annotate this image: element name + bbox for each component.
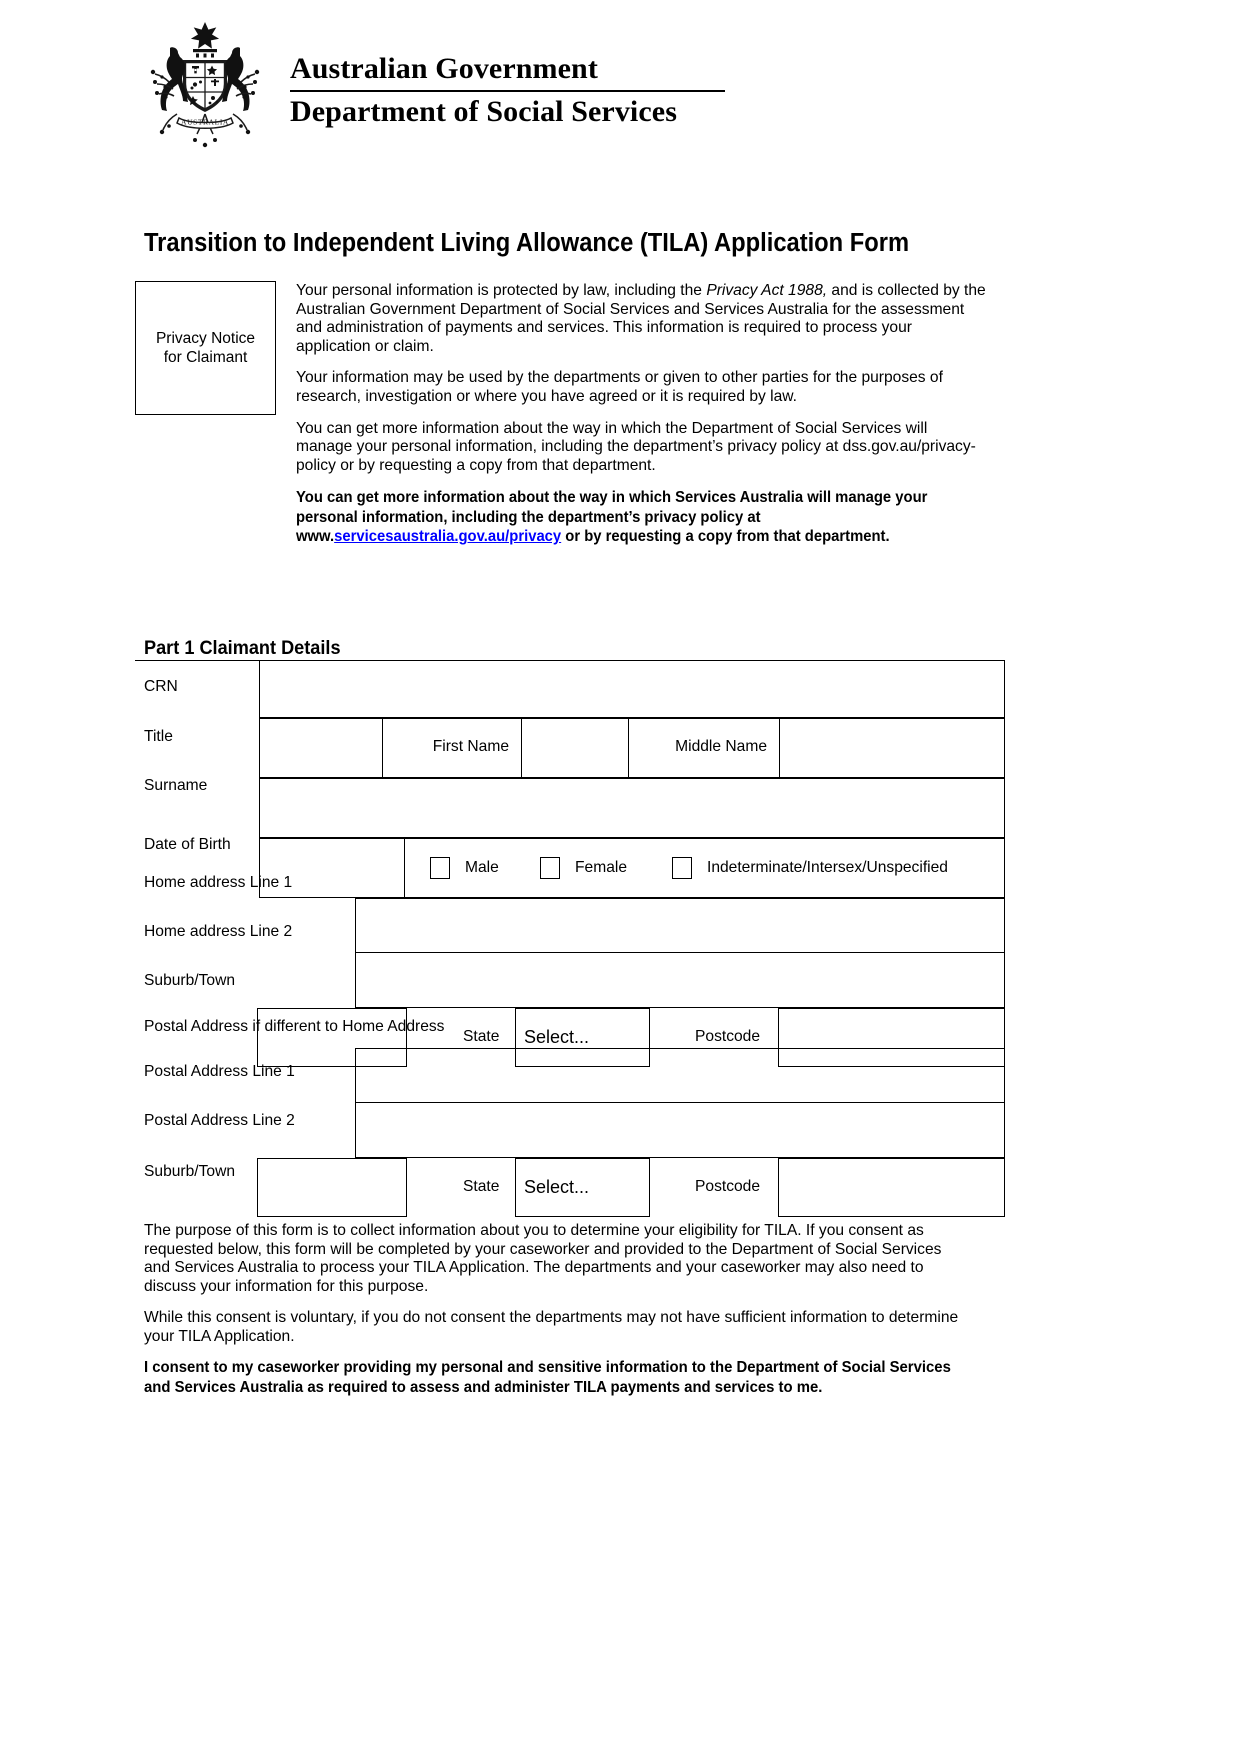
part-1-heading: Part 1 Claimant Details xyxy=(144,637,341,659)
label-title: Title xyxy=(144,728,173,745)
checkbox-female[interactable] xyxy=(540,857,560,879)
input-surname[interactable] xyxy=(259,778,1005,838)
page-title: Transition to Independent Living Allowance (TILA) Application Form xyxy=(144,229,910,257)
label-postcode-home: Postcode xyxy=(695,1028,761,1045)
claimant-details-form xyxy=(135,660,1005,1200)
privacy-p4-part-a: You can get more information about the way in which Services Australia will manage your personal information, including the department’s privacy policy at www. xyxy=(296,489,928,546)
input-postal-address-line-2[interactable] xyxy=(355,1103,1005,1158)
gender-options-group xyxy=(404,838,1005,898)
label-first-name: First Name xyxy=(432,738,509,755)
privacy-paragraph-4 xyxy=(296,488,984,546)
australian-government-text: Australian Government xyxy=(290,52,598,85)
input-postcode-postal[interactable] xyxy=(778,1158,1005,1217)
label-postcode-postal: Postcode xyxy=(695,1178,761,1195)
label-male: Male xyxy=(465,859,499,876)
checkbox-male[interactable] xyxy=(430,857,450,879)
privacy-act-citation: Privacy Act 1988, xyxy=(706,282,828,299)
label-postal-address-line-1: Postal Address Line 1 xyxy=(144,1063,295,1080)
privacy-p1-part-a: Your personal information is protected by law, including the xyxy=(296,282,707,299)
government-wordmark xyxy=(290,52,725,129)
label-surname: Surname xyxy=(144,777,208,794)
input-middle-name[interactable] xyxy=(779,718,1005,778)
commonwealth-coat-of-arms-icon xyxy=(135,14,275,154)
select-state-postal-value: Select... xyxy=(524,1177,590,1197)
label-home-address-line-2: Home address Line 2 xyxy=(144,923,293,940)
privacy-paragraph-3: You can get more information about the way in which the Department of Social Services will manage your personal information, including the department’s privacy policy at dss.gov.au/privacy-policy or by requesting a copy from that department. xyxy=(296,419,976,474)
label-cell-middle-name xyxy=(628,718,780,778)
input-first-name[interactable] xyxy=(521,718,629,778)
checkbox-indeterminate-intersex-unspecified[interactable] xyxy=(672,857,692,879)
label-state-home: State xyxy=(463,1028,500,1045)
label-postal-address-line-2: Postal Address Line 2 xyxy=(144,1112,295,1129)
privacy-notice-label-line2: for Claimant xyxy=(163,349,248,366)
label-indeterminate-intersex-unspecified: Indeterminate/Intersex/Unspecified xyxy=(707,859,948,876)
input-crn[interactable] xyxy=(259,660,1005,718)
label-suburb-town-home: Suburb/Town xyxy=(144,972,236,989)
label-state-postal: State xyxy=(463,1178,500,1195)
input-title[interactable] xyxy=(259,718,383,778)
department-name-text: Department of Social Services xyxy=(290,95,677,128)
input-home-address-line-1[interactable] xyxy=(355,898,1005,953)
privacy-notice-label-box xyxy=(135,281,276,415)
label-suburb-town-postal: Suburb/Town xyxy=(144,1163,236,1180)
services-australia-privacy-link[interactable]: servicesaustralia.gov.au/privacy xyxy=(334,528,562,546)
consent-paragraph-1: The purpose of this form is to collect information about you to determine your eligibility for TILA. If you consent as requested below, this form will be completed by your caseworker and provided to the Department of Social Services and Services Australia to process your TILA Application. The departments and your caseworker may also need to discuss your information for this purpose. xyxy=(144,1222,942,1296)
input-home-address-line-2[interactable] xyxy=(355,953,1005,1008)
label-female: Female xyxy=(575,859,627,876)
document-header xyxy=(135,14,735,154)
label-home-address-line-1: Home address Line 1 xyxy=(144,874,293,891)
consent-paragraph-2: While this consent is voluntary, if you do not consent the departments may not have sufficient information to determine your TILA Application. xyxy=(144,1308,959,1345)
select-state-postal[interactable] xyxy=(515,1158,650,1217)
privacy-p4-part-b: or by requesting a copy from that department. xyxy=(561,528,890,546)
label-middle-name: Middle Name xyxy=(675,738,767,755)
label-crn: CRN xyxy=(144,678,178,695)
privacy-notice-label-line1: Privacy Notice xyxy=(155,330,256,347)
select-state-home-value: Select... xyxy=(524,1027,590,1047)
label-date-of-birth: Date of Birth xyxy=(144,836,231,853)
privacy-paragraph-1 xyxy=(296,282,986,356)
wordmark-divider xyxy=(290,90,725,92)
privacy-notice-body xyxy=(296,282,986,547)
privacy-paragraph-2: Your information may be used by the departments or given to other parties for the purposes of research, investigation or where you have agreed or it is required by law. xyxy=(296,369,943,405)
input-suburb-town-postal[interactable] xyxy=(257,1158,407,1217)
input-postal-address-line-1[interactable] xyxy=(355,1048,1005,1103)
postal-address-note: Postal Address if different to Home Address xyxy=(144,1018,445,1035)
consent-statement: I consent to my caseworker providing my personal and sensitive information to the Department of Social Services and Services Australia as required to assess and administer TILA payments and services to me. xyxy=(144,1359,951,1396)
privacy-p1-part-b: and is collected by the Australian Government Department of Social Services and Services Australia for the assessment and administration of payments and services. This information is required to process your application or claim. xyxy=(296,282,986,355)
svg-text:AUSTRALIA: AUSTRALIA xyxy=(181,117,229,127)
consent-section xyxy=(144,1222,959,1397)
label-cell-first-name xyxy=(382,718,522,778)
